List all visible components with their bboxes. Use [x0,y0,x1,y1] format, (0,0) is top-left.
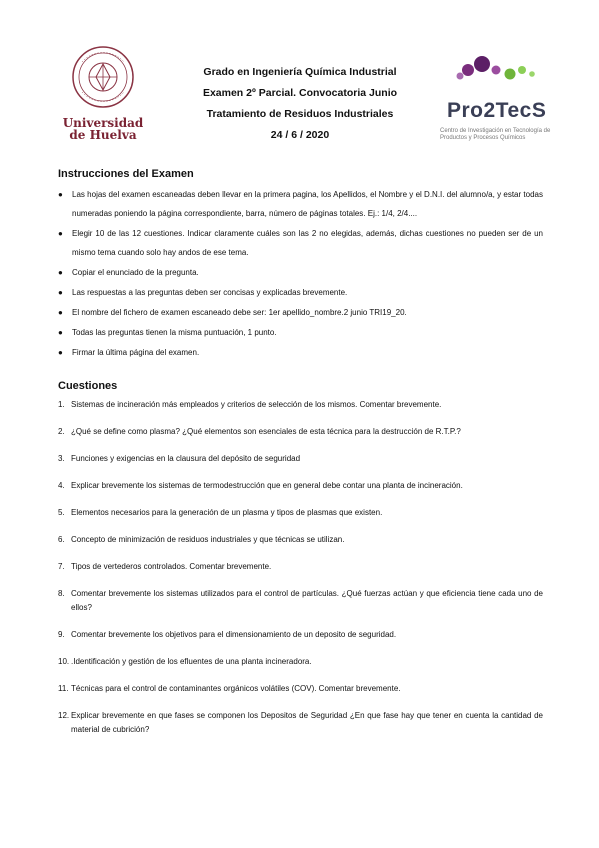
bullet-icon: ● [58,308,63,317]
instruction-text: Copiar el enunciado de la pregunta. [72,268,199,277]
question-item [58,533,543,547]
question-text: Técnicas para el control de contaminantes orgánicos volátiles (COV). Comentar brevemente. [71,684,401,693]
instruction-text: Las respuestas a las preguntas deben ser concisas y explicadas brevemente. [72,288,348,297]
instructions-title: Instrucciones del Examen [58,168,194,180]
question-text: Elementos necesarios para la generación de un plasma y tipos de plasmas que existen. [71,508,383,517]
question-number: 8. [58,589,65,598]
university-name: Universidad de Huelva [62,116,144,142]
question-item [58,709,543,737]
question-number: 6. [58,535,65,544]
bullet-icon: ● [58,348,63,357]
question-item [58,425,543,439]
instructions-list [58,185,543,362]
question-item [58,628,543,642]
instruction-text: El nombre del fichero de examen escaneado debe ser: 1er apellido_nombre.2 junio TRI19_20. [72,308,407,317]
instruction-text: Firmar la última página del examen. [72,348,200,357]
questions-list [58,398,543,737]
instruction-item [58,283,543,302]
question-text: Concepto de minimización de residuos industriales y que técnicas se utilizan. [71,535,345,544]
question-number: 3. [58,454,65,463]
question-item [58,560,543,574]
questions-title: Cuestiones [58,380,118,392]
question-number: 7. [58,562,65,571]
question-number: 12. [58,711,70,720]
title-date: 24 / 6 / 2020 [270,129,330,141]
question-item [58,452,543,466]
instruction-item [58,323,543,342]
instruction-text: Elegir 10 de las 12 cuestiones. Indicar claramente cuáles son las 2 no elegidas, además, dichas cuestiones no pueden ser de un mismo tema cuando solo hay andos de ese tema. [72,229,543,257]
question-number: 1. [58,400,65,409]
question-number: 9. [58,630,65,639]
question-text: Explicar brevemente los sistemas de termodestrucción que en general debe contar una planta de incineración. [71,481,463,490]
title-exam: Examen 2º Parcial. Convocatoria Junio [202,87,398,99]
instruction-item [58,185,543,223]
exam-title-block [185,62,415,146]
question-number: 2. [58,427,65,436]
question-item [58,587,543,615]
question-item [58,682,543,696]
question-text: Comentar brevemente los sistemas utilizados para el control de partículas. ¿Qué fuerzas actúan y que eficiencia tiene cada uno de ellos? [71,589,543,612]
question-text: Sistemas de incineración más empleados y criterios de selección de los mismos. Comentar brevemente. [71,400,442,409]
question-text: Funciones y exigencias en la clausura del depósito de seguridad [71,454,301,463]
instruction-text: Todas las preguntas tienen la misma puntuación, 1 punto. [72,328,277,337]
question-number: 11. [58,684,69,693]
question-item [58,655,543,669]
question-text: Comentar brevemente los objetivos para el dimensionamiento de un deposito de seguridad. [71,630,397,639]
question-text: Tipos de vertederos controlados. Comentar brevemente. [71,562,272,571]
question-item [58,398,543,412]
protecs-name: Pro2TecS [447,99,547,122]
bullet-icon: ● [58,190,63,199]
instruction-item [58,343,543,362]
title-degree: Grado en Ingeniería Química Industrial [203,66,397,78]
question-text: Explicar brevemente en que fases se componen los Depositos de Seguridad ¿En que fase hay que tener en cuenta la cantidad de material de cubrición? [71,711,543,734]
instruction-item [58,224,543,262]
bullet-icon: ● [58,328,63,337]
question-text: .Identificación y gestión de los efluentes de una planta incineradora. [71,657,312,666]
question-item [58,506,543,520]
question-number: 5. [58,508,65,517]
question-text: ¿Qué se define como plasma? ¿Qué elementos son esenciales de esta técnica para la destrucción de R.T.P.? [71,427,461,436]
bullet-icon: ● [58,229,63,238]
instruction-item [58,303,543,322]
instruction-item [58,263,543,282]
protecs-subtitle: Centro de Investigación en Tecnología de Productos y Procesos Químicos [440,128,551,141]
question-item [58,479,543,493]
title-subject: Tratamiento de Residuos Industriales [206,108,394,120]
question-number: 4. [58,481,65,490]
bullet-icon: ● [58,268,63,277]
instruction-text: Las hojas del examen escaneadas deben llevar en la primera pagina, los Apellidos, el Nombre y el D.N.I. del alumno/a, y estar todas numeradas poniendo la página correspondiente, barra, número de páginas totales. Ej.: 1/4, 2/4.... [72,190,543,218]
question-number: 10. [58,657,70,666]
bullet-icon: ● [58,288,63,297]
